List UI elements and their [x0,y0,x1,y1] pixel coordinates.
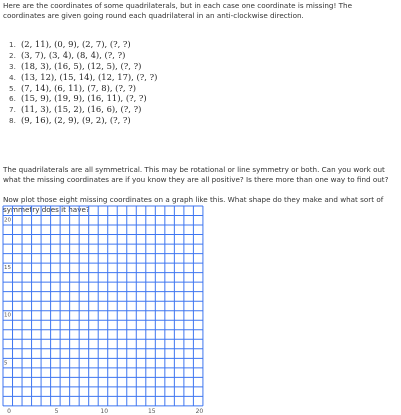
quadrilateral-item [9,50,157,61]
intro-text: Here are the coordinates of some quadrilaterals, but in each case one coordinate is missing! The coordinates are given going round each quadrilateral in an anti-clockwise direction. [3,1,353,20]
x-tick-label: 0 [7,407,11,415]
item-number: 6. [9,94,16,104]
quadrilateral-item [9,39,157,50]
item-number: 1. [9,40,16,49]
y-tick-label: 15 [4,265,11,272]
item-coordinates: (2, 11), (0, 9), (2, 7), (?, ?) [21,39,131,49]
coordinate-grid [0,205,220,415]
x-tick-label: 10 [100,407,109,415]
y-tick-label: 5 [4,360,8,367]
item-number: 8. [9,116,16,126]
quadrilateral-item [9,61,157,72]
symmetry-question: The quadrilaterals are all symmetrical. This may be rotational or line symmetry or both. Can you work out what the missing coordinates are if you know they are all positive? Is there more than one way to find out? [3,165,389,184]
item-coordinates: (7, 14), (6, 11), (7, 8), (?, ?) [21,82,137,93]
item-coordinates: (18, 3), (16, 5), (12, 5), (?, ?) [21,60,142,71]
quadrilateral-item [9,104,157,115]
item-number: 7. [9,105,16,115]
item-coordinates: (9, 16), (2, 9), (9, 2), (?, ?) [21,115,131,126]
quadrilateral-item [9,115,157,126]
x-tick-label: 20 [195,407,204,415]
plot-instructions: Now plot those eight missing coordinates on a graph like this. What shape do they make and what sort of symmetry does it have? [3,195,384,214]
item-coordinates: (15, 9), (19, 9), (16, 11), (?, ?) [21,93,147,104]
quadrilateral-item [9,72,157,83]
item-coordinates: (11, 3), (15, 2), (16, 6), (?, ?) [21,104,142,115]
item-coordinates: (13, 12), (15, 14), (12, 17), (?, ?) [21,71,158,82]
item-number: 2. [9,50,16,60]
quadrilateral-item [9,93,157,104]
quadrilateral-list [9,39,157,126]
item-coordinates: (3, 7), (3, 4), (8, 4), (?, ?) [21,49,126,60]
quadrilateral-item [9,83,157,94]
item-number: 5. [9,83,16,93]
y-tick-label: 10 [4,312,11,319]
y-tick-label: 20 [4,217,11,224]
item-number: 4. [9,72,16,82]
x-tick-label: 15 [147,407,156,415]
item-number: 3. [9,61,16,71]
x-tick-label: 5 [54,407,59,415]
